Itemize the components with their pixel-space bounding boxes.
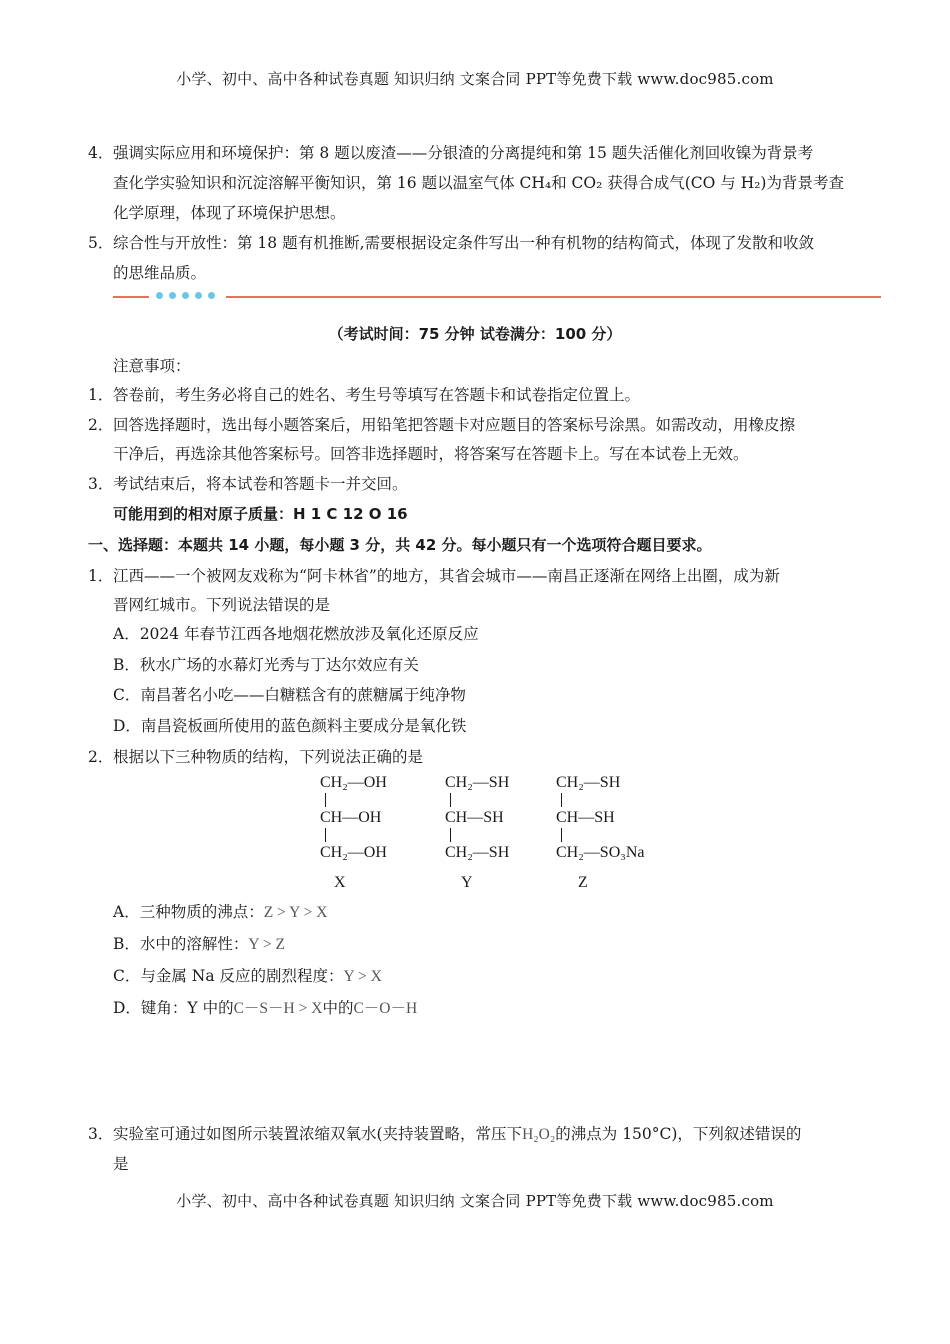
structure-y-row1: CH₂—SH (445, 774, 510, 791)
dot (156, 292, 163, 299)
point-line: 的思维品质。 (113, 264, 207, 282)
option-formula: Y > X (343, 968, 382, 985)
q2-option-c (113, 965, 382, 988)
q2-stem: 根据以下三种物质的结构，下列说法正确的是 (113, 748, 424, 766)
q3-text: 实验室可通过如图所示装置浓缩双氧水(夹持装置略，常压下 (113, 1125, 523, 1143)
point-number: 4． (88, 144, 114, 162)
point-line: 强调实际应用和环境保护：第 8 题以废渣——分银渣的分离提纯和第 15 题失活催化剂回收镍为背景考 (113, 144, 814, 162)
q1-option-a: A．2024 年春节江西各地烟花燃放涉及氧化还原反应 (113, 625, 479, 643)
structure-x-row2: CH—OH (320, 809, 382, 826)
bond-line (450, 828, 451, 842)
bond-line (325, 828, 326, 842)
notice-title: 注意事项： (113, 357, 191, 375)
dot (169, 292, 176, 299)
q1-number: 1． (88, 567, 114, 585)
structure-x-row3: CH₂—OH (320, 844, 387, 861)
q1-option-d: D．南昌瓷板画所使用的蓝色颜料主要成分是氧化铁 (113, 717, 467, 735)
point-line: 化学原理，体现了环境保护思想。 (113, 204, 346, 222)
q2-option-a (113, 901, 327, 924)
dot (208, 292, 215, 299)
option-text: D．键角：Y 中的 (113, 999, 234, 1017)
bond-line (561, 828, 562, 842)
option-formula: Z > Y > X (263, 904, 328, 921)
notice-number: 1． (88, 386, 114, 404)
option-text: A．三种物质的沸点： (113, 903, 264, 921)
option-formula: Y > Z (248, 936, 285, 953)
dot (182, 292, 189, 299)
structure-z-row1: CH₂—SH (556, 774, 621, 791)
section-title: 一、选择题：本题共 14 小题，每小题 3 分，共 42 分。每小题只有一个选项符合题目要求。 (88, 536, 712, 554)
atomic-mass: 可能用到的相对原子质量：H 1 C 12 O 16 (113, 505, 408, 523)
notice-line: 答卷前，考生务必将自己的姓名、考生号等填写在答题卡和试卷指定位置上。 (113, 386, 641, 404)
option-formula: C－S－H > X (233, 1000, 323, 1017)
q2-number: 2． (88, 748, 114, 766)
structure-z-row2: CH—SH (556, 809, 615, 826)
q2-option-d (113, 997, 417, 1020)
q3-stem-line: 是 (113, 1155, 129, 1173)
structure-x-row1: CH₂—OH (320, 774, 387, 791)
point-line: 查化学实验知识和沉淀溶解平衡知识，第 16 题以温室气体 CH₄和 CO₂ 获得合成气(CO 与 H₂)为背景考查 (113, 174, 844, 192)
notice-line: 考试结束后，将本试卷和答题卡一并交回。 (113, 475, 408, 493)
q1-option-c: C．南昌著名小吃——白糖糕含有的蔗糖属于纯净物 (113, 686, 466, 704)
structure-z-row3: CH₂—SO₃Na (556, 844, 645, 861)
option-text: B．水中的溶解性： (113, 935, 249, 953)
structure-y-row3: CH₂—SH (445, 844, 510, 861)
option-text: 中的 (322, 999, 354, 1017)
structure-z-label: Z (578, 874, 588, 891)
q3-number: 3． (88, 1125, 114, 1143)
q1-option-b: B．秋水广场的水幕灯光秀与丁达尔效应有关 (113, 656, 419, 674)
q1-stem-line: 江西——一个被网友戏称为“阿卡林省”的地方，其省会城市——南昌正逐渐在网络上出圈，成为新 (113, 567, 780, 585)
point-line: 综合性与开放性：第 18 题有机推断,需要根据设定条件写出一种有机物的结构简式，体现了发散和收敛 (113, 234, 815, 252)
option-text: C．与金属 Na 反应的剧烈程度： (113, 967, 344, 985)
notice-line: 干净后，再选涂其他答案标号。回答非选择题时，将答案写在答题卡上。写在本试卷上无效。 (113, 445, 749, 463)
notice-line: 回答选择题时，选出每小题答案后，用铅笔把答题卡对应题目的答案标号涂黑。如需改动，用橡皮擦 (113, 416, 796, 434)
bond-line (450, 793, 451, 807)
notice-number: 3． (88, 475, 114, 493)
structure-y-label: Y (461, 874, 473, 891)
bond-line (561, 793, 562, 807)
point-number: 5． (88, 234, 114, 252)
q3-formula: H₂O₂ (522, 1126, 556, 1143)
page-header: 小学、初中、高中各种试卷真题 知识归纳 文案合同 PPT等免费下载 www.doc985.com (176, 70, 774, 88)
divider-line-left (113, 296, 149, 298)
structure-y-row2: CH—SH (445, 809, 504, 826)
q3-stem-line (113, 1123, 801, 1146)
q2-option-b (113, 933, 285, 956)
option-formula: C－O－H (353, 1000, 418, 1017)
dot (195, 292, 202, 299)
q1-stem-line: 晋网红城市。下列说法错误的是 (113, 596, 331, 614)
exam-info: （考试时间：75 分钟 试卷满分：100 分） (328, 325, 622, 343)
structure-x-label: X (334, 874, 346, 891)
notice-number: 2． (88, 416, 114, 434)
divider-dots (156, 292, 220, 302)
bond-line (325, 793, 326, 807)
page-footer: 小学、初中、高中各种试卷真题 知识归纳 文案合同 PPT等免费下载 www.doc985.com (176, 1192, 774, 1210)
q3-text: 的沸点为 150°C)，下列叙述错误的 (555, 1125, 802, 1143)
divider-line-right (226, 296, 881, 298)
